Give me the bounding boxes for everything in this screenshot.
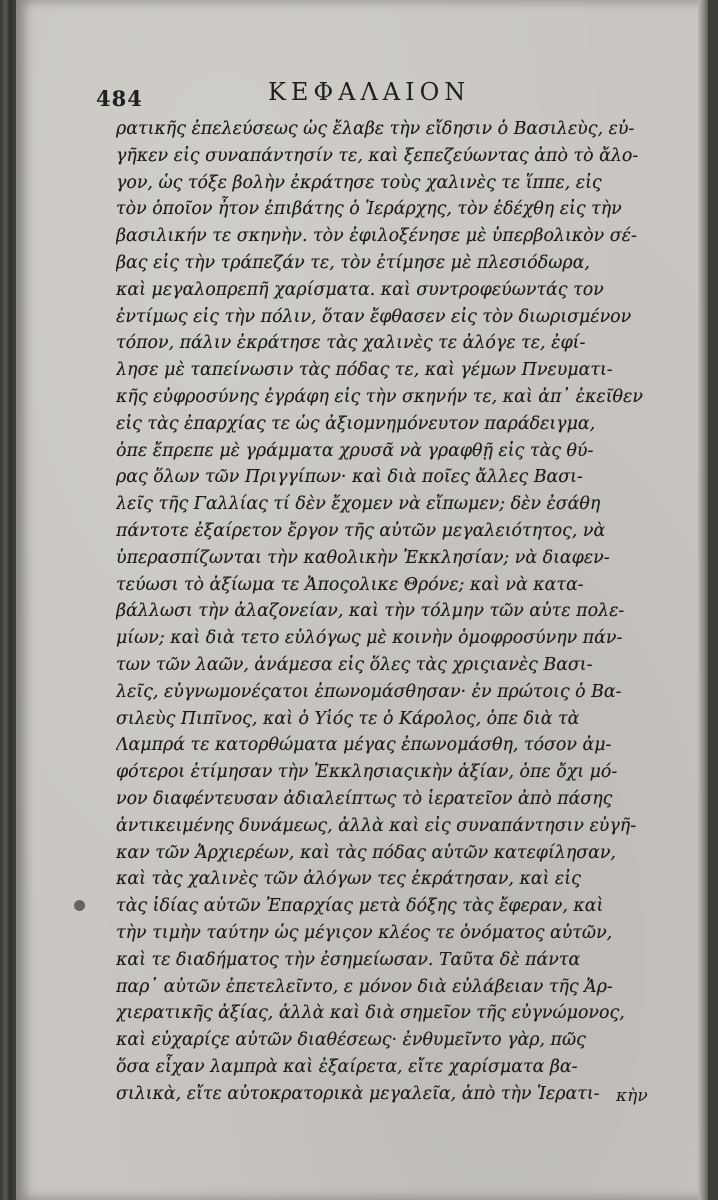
text-line: χιερατικῆς ἀξίας, ἀλλὰ καὶ διὰ σημεῖον τῆς εὐγνώμονος, — [116, 1003, 625, 1024]
text-line: τὴν τιμὴν ταύτην ὡς μέγιςον κλέος τε ὀνόματος αὐτῶν, — [116, 922, 613, 943]
text-line: σιλικὰ, εἴτε αὐτοκρατορικὰ μεγαλεῖα, ἀπὸ τὴν Ἱερατι- — [116, 1083, 600, 1104]
text-line: φότεροι ἐτίμησαν τὴν Ἐκκλησιαςικὴν ἀξίαν, ὁπε ὄχι μό- — [116, 762, 618, 783]
text-line: καν τῶν Ἀρχιερέων, καὶ τὰς πόδας αὐτῶν κατεφίλησαν, — [116, 842, 616, 863]
text-line: τεύωσι τὸ ἀξίωμα τε Ἀποςολικε Θρόνε; καὶ νὰ κατα- — [116, 574, 584, 595]
text-line: ὑπερασπίζωνται τὴν καθολικὴν Ἐκκλησίαν; νὰ διαφεν- — [116, 547, 610, 568]
text-line: βας εἰς τὴν τράπεζάν τε, τὸν ἐτίμησε μὲ πλεσιόδωρα, — [116, 252, 590, 273]
ink-blot — [74, 900, 85, 911]
text-line: εἰς τὰς ἐπαρχίας τε ὡς ἀξιομνημόνευτον παράδειγμα, — [116, 413, 596, 434]
text-line: λεῖς, εὐγνωμονέςατοι ἐπωνομάσθησαν· ἐν πρώτοις ὁ Βα- — [116, 681, 622, 702]
text-line: γον, ὡς τόξε βολὴν ἐκράτησε τοὺς χαλινὲς τε ἵππε, εἰς — [116, 172, 602, 193]
text-line: τὰς ἰδίας αὐτῶν Ἐπαρχίας μετὰ δόξης τὰς ἔφεραν, καὶ — [116, 896, 604, 917]
text-line: σιλεὺς Πιπῖνος, καὶ ὁ Υἱός τε ὁ Κάρολος, ὁπε διὰ τὰ — [116, 708, 580, 729]
text-line: των τῶν λαῶν, ἀνάμεσα εἰς ὅλες τὰς χριςιανὲς Βασι- — [116, 654, 593, 675]
text-line: καὶ εὐχαρίςε αὐτῶν διαθέσεως· ἐνθυμεῖντο γὰρ, πῶς — [116, 1030, 586, 1051]
text-line: πάντοτε ἐξαίρετον ἔργον τῆς αὐτῶν μεγαλειότητος, νὰ — [116, 520, 606, 541]
text-line: παρ᾽ αὐτῶν ἐπετελεῖντο, ε μόνον διὰ εὐλάβειαν τῆς Ἀρ- — [116, 976, 613, 997]
text-line: ἐντίμως εἰς τὴν πόλιν, ὅταν ἔφθασεν εἰς τὸν διωρισμένον — [116, 306, 632, 327]
text-line: ὁπε ἔπρεπε μὲ γράμματα χρυσᾶ νὰ γραφθῇ εἰς τὰς θύ- — [116, 440, 594, 461]
catchword: κὴν — [616, 1086, 648, 1106]
text-line: καὶ τὰς χαλινὲς τῶν ἀλόγων τες ἐκράτησαν, καὶ εἰς — [116, 869, 581, 890]
text-line: μίων; καὶ διὰ τετο εὐλόγως μὲ κοινὴν ὁμοφροσύνην πάν- — [116, 628, 623, 649]
text-line: καὶ τε διαδήματος τὴν ἐσημείωσαν. Ταῦτα δὲ πάντα — [116, 949, 581, 970]
text-line: βάλλωσι τὴν ἀλαζονείαν, καὶ τὴν τόλμην τῶν αὐτε πολε- — [116, 601, 625, 622]
running-head: ΚΕΦΑΛΑΙΟΝ — [268, 78, 471, 106]
text-line: ρας ὅλων τῶν Πριγγίπων· καὶ διὰ ποῖες ἄλλες Βασι- — [116, 467, 583, 488]
text-line: ρατικῆς ἐπελεύσεως ὡς ἔλαβε τὴν εἴδησιν ὁ Βασιλεὺς, εὐ- — [116, 119, 635, 139]
text-line: λεῖς τῆς Γαλλίας τί δὲν ἔχομεν νὰ εἴπωμεν; δὲν ἐσάθη — [116, 494, 601, 515]
page-header — [96, 78, 676, 118]
text-line: ἀντικειμένης δυνάμεως, ἀλλὰ καὶ εἰς συναπάντησιν εὐγῆ- — [116, 815, 637, 836]
text-line: Λαμπρά τε κατορθώματα μέγας ἐπωνομάσθη, τόσον ἀμ- — [116, 735, 612, 756]
text-line: βασιλικήν τε σκηνὴν. τὸν ἐφιλοξένησε μὲ ὑπερβολικὸν σέ- — [116, 226, 637, 247]
text-line: ὅσα εἶχαν λαμπρὰ καὶ ἐξαίρετα, εἴτε χαρίσματα βα- — [116, 1056, 578, 1077]
text-line: κῆς εὐφροσύνης ἐγράφη εἰς τὴν σκηνήν τε, καὶ ἀπ᾽ ἐκεῖθεν — [116, 386, 643, 407]
page-number: 484 — [96, 86, 143, 111]
text-line: καὶ μεγαλοπρεπῆ χαρίσματα. καὶ συντροφεύωντάς τον — [116, 279, 604, 300]
text-line: τόπον, πάλιν ἐκράτησε τὰς χαλινὲς τε ἀλόγε τε, ἐφί- — [116, 333, 586, 354]
text-line: νον διαφέντευσαν ἀδιαλείπτως τὸ ἱερατεῖον ἀπὸ πάσης — [116, 788, 613, 809]
text-line: γῆκεν εἰς συναπάντησίν τε, καὶ ξεπεζεύωντας ἀπὸ τὸ ἄλο- — [116, 145, 639, 166]
page-edge — [698, 0, 708, 1200]
book-page — [16, 0, 708, 1200]
body-text — [116, 116, 678, 1107]
text-line: λησε μὲ ταπείνωσιν τὰς πόδας τε, καὶ γέμων Πνευματι- — [116, 360, 613, 381]
text-line: τὸν ὁποῖον ἦτον ἐπιβάτης ὁ Ἱεράρχης, τὸν ἐδέχθη εἰς τὴν — [116, 199, 622, 220]
